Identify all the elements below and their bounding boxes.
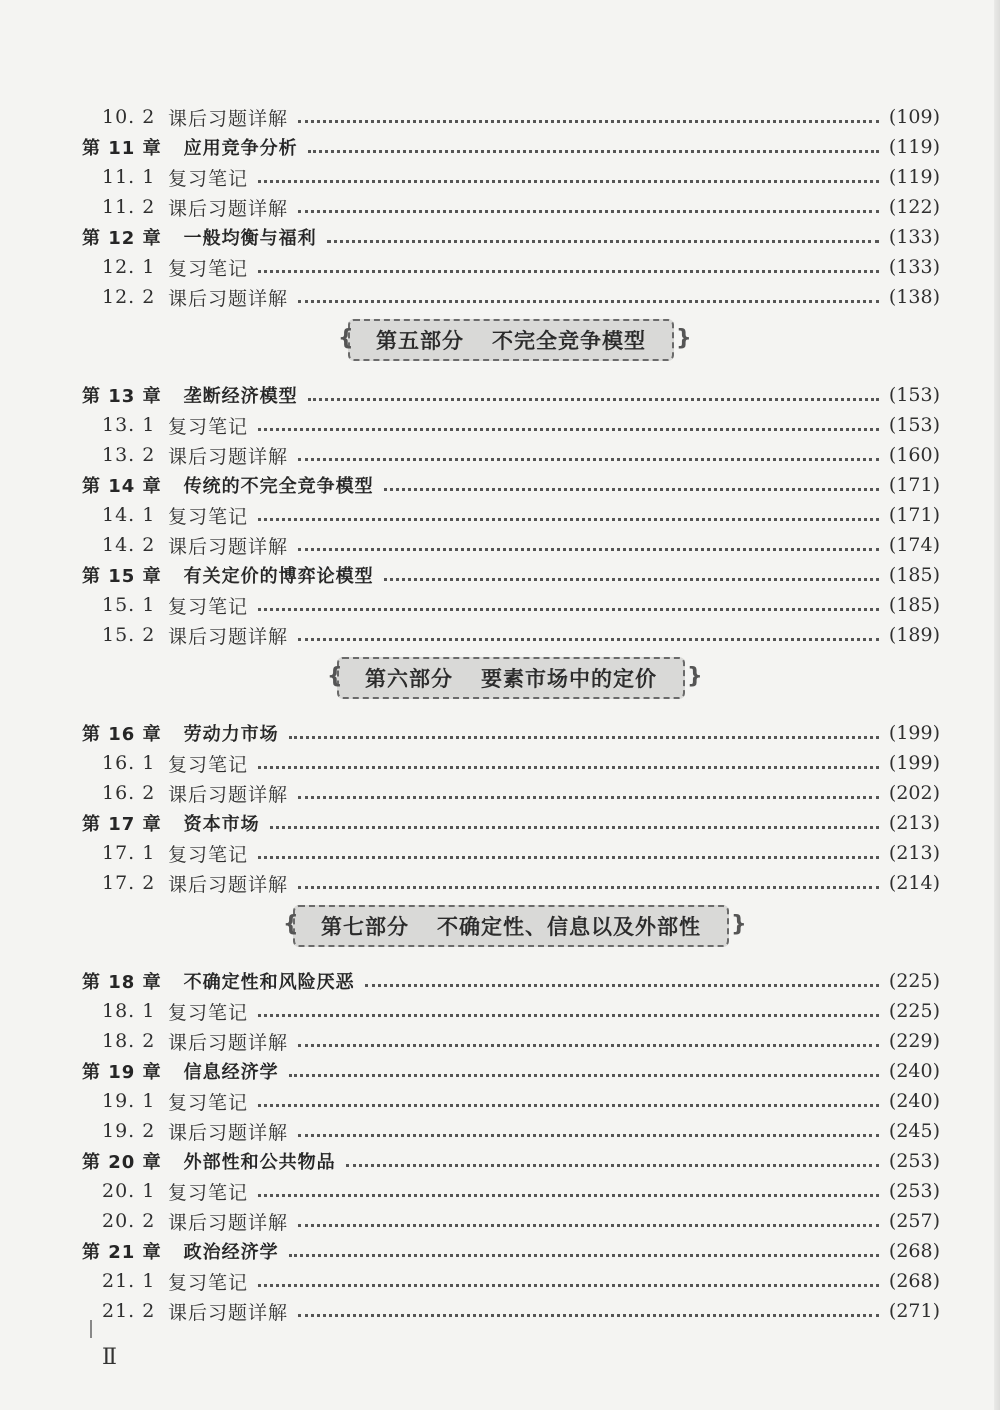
- section-number: 13. 2: [102, 444, 156, 466]
- section-number: 15. 1: [102, 594, 156, 616]
- dot-leader: [384, 577, 879, 581]
- page-number: (257): [888, 1210, 940, 1232]
- part-title: 不完全竞争模型: [492, 329, 646, 353]
- chapter-title: 有关定价的博弈论模型: [183, 566, 374, 587]
- dot-leader: [298, 1223, 879, 1227]
- page-number: (174): [888, 534, 940, 556]
- section-number: 13. 1: [102, 414, 156, 436]
- chapter-number: 第 13 章: [82, 386, 162, 407]
- section-number: 11. 1: [102, 166, 156, 188]
- toc-section-entry[interactable]: [82, 590, 940, 620]
- toc-section-entry[interactable]: [82, 620, 940, 650]
- page-number: (122): [888, 196, 940, 218]
- toc-chapter-entry[interactable]: [82, 1236, 940, 1266]
- section-number: 21. 2: [102, 1300, 156, 1322]
- page-number: (214): [888, 872, 940, 894]
- part-heading-box: [283, 905, 748, 947]
- chapter-title: 劳动力市场: [183, 724, 279, 745]
- dot-leader: [346, 1163, 879, 1167]
- chapter-title: 应用竞争分析: [183, 138, 298, 159]
- dot-leader: [258, 517, 879, 521]
- chapter-number: 第 17 章: [82, 814, 162, 835]
- chapter-title: 信息经济学: [183, 1062, 279, 1083]
- chapter-number: 第 21 章: [82, 1242, 162, 1263]
- toc-chapter-entry[interactable]: [82, 966, 940, 996]
- section-title: 课后习题详解: [168, 783, 289, 806]
- dot-leader: [298, 1313, 879, 1317]
- section-title: 课后习题详解: [168, 107, 289, 130]
- dot-leader: [289, 1073, 879, 1077]
- toc-section-entry[interactable]: [82, 102, 940, 132]
- toc-section-entry[interactable]: [82, 530, 940, 560]
- dot-leader: [298, 119, 879, 123]
- toc-section-entry[interactable]: [82, 252, 940, 282]
- section-title: 课后习题详解: [168, 873, 289, 896]
- page-number: (225): [888, 970, 940, 992]
- page-number: (213): [888, 842, 940, 864]
- page-number: (202): [888, 782, 940, 804]
- section-title: 复习笔记: [168, 595, 249, 618]
- page-number: (133): [888, 226, 940, 248]
- part-title: 不确定性、信息以及外部性: [437, 915, 701, 939]
- dot-leader: [298, 1043, 879, 1047]
- toc-section-entry[interactable]: [82, 192, 940, 222]
- section-title: 课后习题详解: [168, 197, 289, 220]
- part-label: 第七部分: [321, 915, 409, 939]
- part-title: 要素市场中的定价: [481, 667, 657, 691]
- page-number: (240): [888, 1090, 940, 1112]
- toc-section-entry[interactable]: [82, 838, 940, 868]
- chapter-number: 第 11 章: [82, 138, 162, 159]
- toc-section-entry[interactable]: [82, 1116, 940, 1146]
- page-number: (253): [888, 1150, 940, 1172]
- section-number: 18. 2: [102, 1030, 156, 1052]
- dot-leader: [270, 825, 879, 829]
- chapter-title: 一般均衡与福利: [183, 228, 317, 249]
- chapter-title: 政治经济学: [183, 1242, 279, 1263]
- section-number: 12. 1: [102, 256, 156, 278]
- chapter-number: 第 16 章: [82, 724, 162, 745]
- brace-ornament-left: {: [338, 326, 355, 351]
- part-heading-box: [327, 657, 704, 699]
- toc-section-entry[interactable]: [82, 1086, 940, 1116]
- section-title: 复习笔记: [168, 257, 249, 280]
- dot-leader: [258, 269, 879, 273]
- page-number: (240): [888, 1060, 940, 1082]
- section-number: 14. 2: [102, 534, 156, 556]
- brace-ornament-left: {: [327, 664, 344, 689]
- toc-chapter-entry[interactable]: [82, 718, 940, 748]
- section-number: 19. 2: [102, 1120, 156, 1142]
- page-number: (119): [888, 166, 940, 188]
- toc-section-entry[interactable]: [82, 500, 940, 530]
- section-title: 复习笔记: [168, 1271, 249, 1294]
- toc-section-entry[interactable]: [82, 282, 940, 312]
- toc-chapter-entry[interactable]: [82, 560, 940, 590]
- part-label: 第六部分: [365, 667, 453, 691]
- page-number: (171): [888, 504, 940, 526]
- section-number: 15. 2: [102, 624, 156, 646]
- dot-leader: [258, 1193, 879, 1197]
- brace-ornament-right: }: [731, 912, 748, 937]
- section-title: 课后习题详解: [168, 445, 289, 468]
- chapter-title: 资本市场: [183, 814, 260, 835]
- dot-leader: [298, 547, 879, 551]
- toc-section-entry[interactable]: [82, 162, 940, 192]
- chapter-title: 垄断经济模型: [183, 386, 298, 407]
- dot-leader: [298, 885, 879, 889]
- page-number: (253): [888, 1180, 940, 1202]
- toc-section-entry[interactable]: [82, 1266, 940, 1296]
- margin-mark: [90, 1320, 92, 1338]
- section-number: 21. 1: [102, 1270, 156, 1292]
- toc-chapter-entry[interactable]: [82, 808, 940, 838]
- toc-section-entry[interactable]: [82, 410, 940, 440]
- section-title: 复习笔记: [168, 505, 249, 528]
- dot-leader: [289, 735, 879, 739]
- chapter-number: 第 20 章: [82, 1152, 162, 1173]
- toc-chapter-entry[interactable]: [82, 470, 940, 500]
- section-title: 课后习题详解: [168, 1121, 289, 1144]
- page-number: (225): [888, 1000, 940, 1022]
- part-label: 第五部分: [376, 329, 464, 353]
- chapter-title: 传统的不完全竞争模型: [183, 476, 374, 497]
- dot-leader: [258, 607, 879, 611]
- page-number: (119): [888, 136, 940, 158]
- page-number: (245): [888, 1120, 940, 1142]
- dot-leader: [298, 457, 879, 461]
- section-title: 课后习题详解: [168, 1031, 289, 1054]
- section-number: 19. 1: [102, 1090, 156, 1112]
- toc-chapter-entry[interactable]: [82, 132, 940, 162]
- dot-leader: [365, 983, 879, 987]
- dot-leader: [258, 855, 879, 859]
- toc-section-entry[interactable]: [82, 440, 940, 470]
- page-number: (185): [888, 564, 940, 586]
- chapter-title: 不确定性和风险厌恶: [183, 972, 355, 993]
- toc-section-entry[interactable]: [82, 1176, 940, 1206]
- page-number: (171): [888, 474, 940, 496]
- page-number: (268): [888, 1270, 940, 1292]
- section-number: 11. 2: [102, 196, 156, 218]
- page-number: (153): [888, 384, 940, 406]
- page-marker: Ⅱ: [102, 1345, 117, 1370]
- chapter-number: 第 18 章: [82, 972, 162, 993]
- section-title: 课后习题详解: [168, 535, 289, 558]
- part-heading: [82, 904, 940, 948]
- section-number: 16. 1: [102, 752, 156, 774]
- section-title: 复习笔记: [168, 167, 249, 190]
- toc-section-entry[interactable]: [82, 748, 940, 778]
- page-number: (268): [888, 1240, 940, 1262]
- section-number: 20. 1: [102, 1180, 156, 1202]
- dot-leader: [308, 149, 879, 153]
- brace-ornament-right: }: [676, 326, 693, 351]
- section-number: 17. 1: [102, 842, 156, 864]
- page-number: (189): [888, 624, 940, 646]
- page-number: (271): [888, 1300, 940, 1322]
- chapter-number: 第 15 章: [82, 566, 162, 587]
- dot-leader: [258, 1013, 879, 1017]
- section-title: 复习笔记: [168, 415, 249, 438]
- toc-chapter-entry[interactable]: [82, 380, 940, 410]
- dot-leader: [289, 1253, 879, 1257]
- page-number: (138): [888, 286, 940, 308]
- dot-leader: [298, 795, 879, 799]
- section-number: 20. 2: [102, 1210, 156, 1232]
- brace-ornament-right: }: [687, 664, 704, 689]
- part-heading: [82, 318, 940, 362]
- dot-leader: [258, 179, 879, 183]
- chapter-number: 第 19 章: [82, 1062, 162, 1083]
- toc-chapter-entry[interactable]: [82, 222, 940, 252]
- dot-leader: [384, 487, 879, 491]
- dot-leader: [258, 427, 879, 431]
- section-title: 课后习题详解: [168, 287, 289, 310]
- section-number: 17. 2: [102, 872, 156, 894]
- toc-section-entry[interactable]: [82, 1296, 940, 1326]
- section-number: 14. 1: [102, 504, 156, 526]
- dot-leader: [258, 1283, 879, 1287]
- page-number: (160): [888, 444, 940, 466]
- page-number: (153): [888, 414, 940, 436]
- dot-leader: [258, 1103, 879, 1107]
- toc-section-entry[interactable]: [82, 1206, 940, 1236]
- page-number: (109): [888, 106, 940, 128]
- brace-ornament-left: {: [283, 912, 300, 937]
- section-number: 16. 2: [102, 782, 156, 804]
- dot-leader: [298, 209, 879, 213]
- dot-leader: [258, 765, 879, 769]
- section-title: 课后习题详解: [168, 1301, 289, 1324]
- toc-chapter-entry[interactable]: [82, 1056, 940, 1086]
- page-number: (199): [888, 722, 940, 744]
- chapter-title: 外部性和公共物品: [183, 1152, 336, 1173]
- page-number: (133): [888, 256, 940, 278]
- section-title: 复习笔记: [168, 1181, 249, 1204]
- section-title: 复习笔记: [168, 1091, 249, 1114]
- page-edge: [994, 0, 1000, 1410]
- dot-leader: [298, 299, 879, 303]
- section-number: 10. 2: [102, 106, 156, 128]
- page-number: (185): [888, 594, 940, 616]
- page-number: (199): [888, 752, 940, 774]
- page-number: (229): [888, 1030, 940, 1052]
- section-title: 复习笔记: [168, 753, 249, 776]
- section-title: 复习笔记: [168, 1001, 249, 1024]
- part-heading: [82, 656, 940, 700]
- section-number: 18. 1: [102, 1000, 156, 1022]
- dot-leader: [308, 397, 879, 401]
- page-number: (213): [888, 812, 940, 834]
- section-title: 课后习题详解: [168, 625, 289, 648]
- chapter-number: 第 12 章: [82, 228, 162, 249]
- dot-leader: [298, 1133, 879, 1137]
- chapter-number: 第 14 章: [82, 476, 162, 497]
- toc-chapter-entry[interactable]: [82, 1146, 940, 1176]
- section-number: 12. 2: [102, 286, 156, 308]
- dot-leader: [327, 239, 879, 243]
- section-title: 复习笔记: [168, 843, 249, 866]
- toc-section-entry[interactable]: [82, 868, 940, 898]
- toc-section-entry[interactable]: [82, 1026, 940, 1056]
- dot-leader: [298, 637, 879, 641]
- part-heading-box: [338, 319, 693, 361]
- toc-section-entry[interactable]: [82, 778, 940, 808]
- toc-section-entry[interactable]: [82, 996, 940, 1026]
- section-title: 课后习题详解: [168, 1211, 289, 1234]
